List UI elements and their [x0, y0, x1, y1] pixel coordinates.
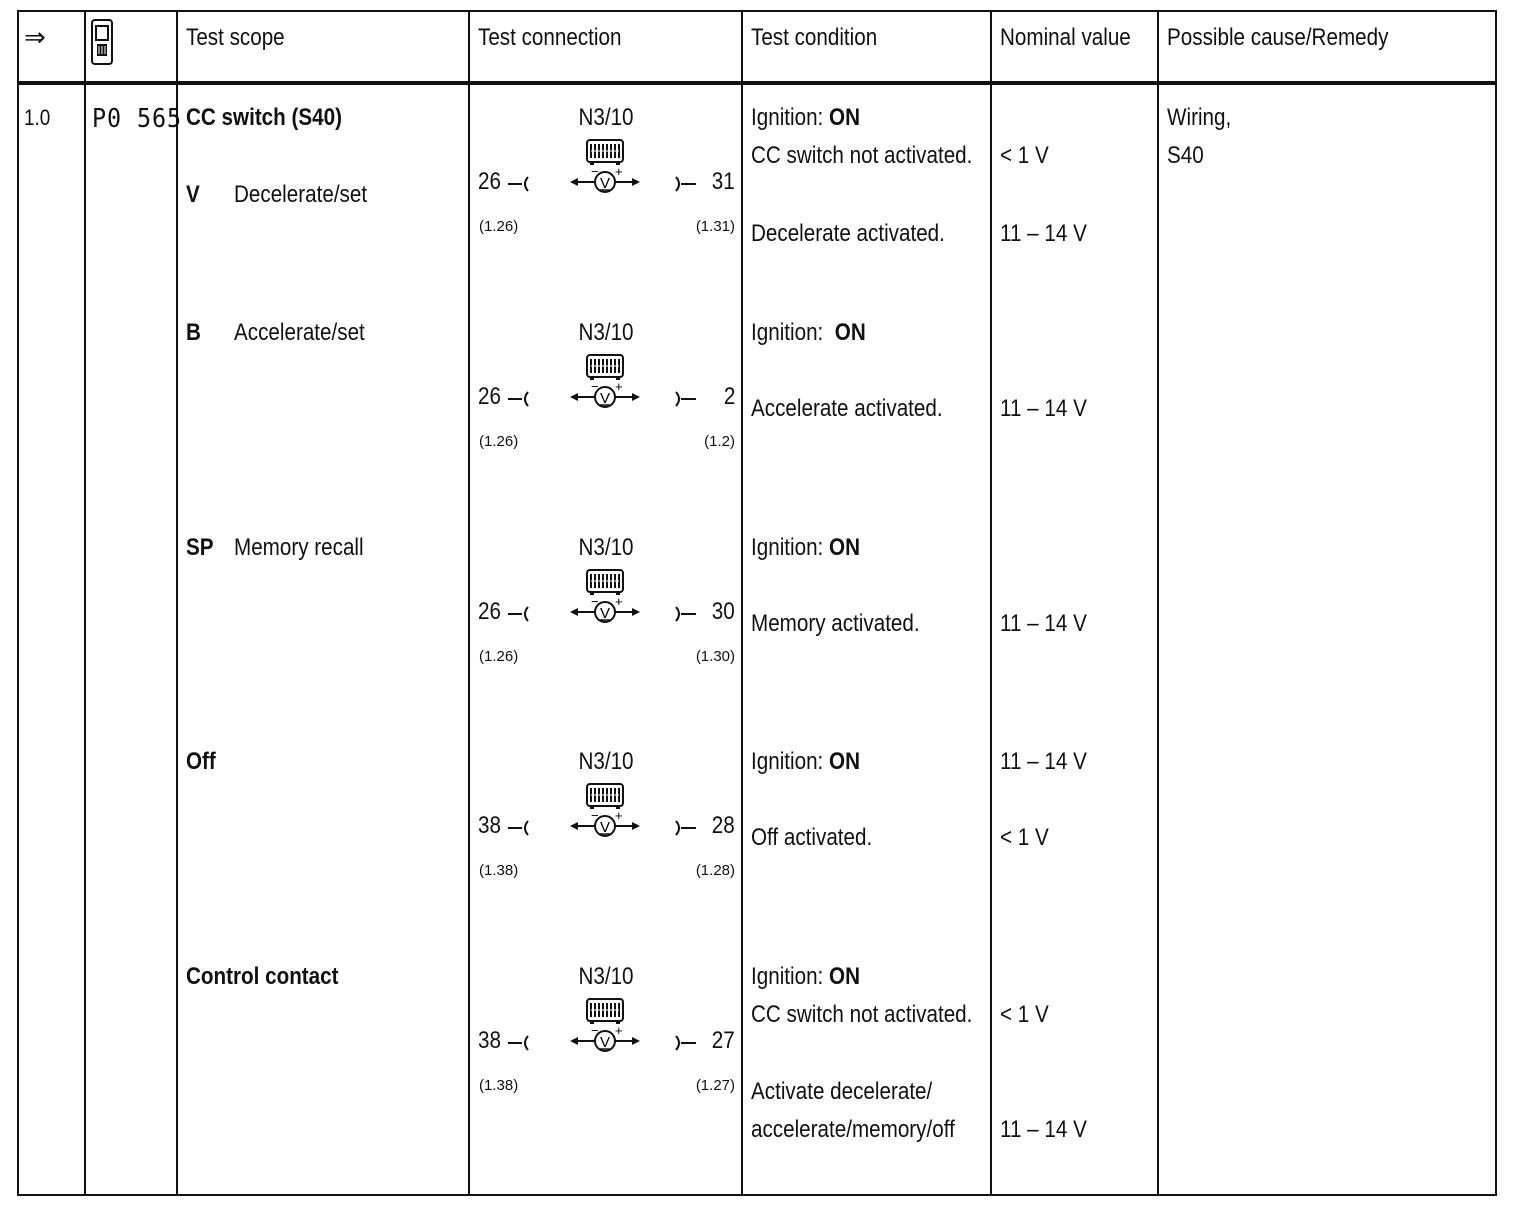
condition-ignition: Ignition: ON	[751, 104, 860, 131]
test-connection	[470, 319, 740, 459]
header-rule	[17, 81, 1497, 85]
svg-text:−: −	[591, 808, 599, 823]
pin-left-sub: (1.26)	[479, 433, 519, 450]
nominal-value: < 1 V	[1000, 824, 1049, 851]
header-nominal-value: Nominal value	[1000, 24, 1131, 51]
component-label: N3/10	[578, 319, 634, 346]
probe-left-icon	[508, 607, 528, 621]
condition-ignition: Ignition: ON	[751, 748, 860, 775]
svg-text:−: −	[591, 594, 599, 609]
svg-text:V: V	[599, 175, 611, 192]
svg-text:−: −	[591, 1023, 599, 1038]
test-abbr: B	[186, 319, 201, 346]
svg-text:+: +	[615, 164, 623, 179]
svg-text:V: V	[599, 1034, 611, 1051]
nominal-value: < 1 V	[1000, 142, 1049, 169]
component-label: N3/10	[578, 104, 634, 131]
condition-line: Memory activated.	[751, 610, 920, 637]
voltmeter-icon	[570, 594, 640, 622]
svg-text:V: V	[599, 819, 611, 836]
svg-text:V: V	[599, 390, 611, 407]
svg-text:+: +	[615, 1023, 623, 1038]
pin-left: 38	[478, 1027, 501, 1054]
voltmeter-icon	[570, 379, 640, 407]
test-connection	[470, 963, 740, 1103]
fault-code: P0 565	[92, 104, 182, 134]
pin-left-sub: (1.38)	[479, 862, 519, 879]
probe-right-icon	[676, 821, 696, 835]
nominal-value: 11 – 14 V	[1000, 1116, 1087, 1143]
probe-right-icon	[676, 392, 696, 406]
cause-line-1: Wiring,	[1167, 104, 1232, 131]
header-possible-cause: Possible cause/Remedy	[1167, 24, 1389, 51]
step-number: 1.0	[24, 105, 51, 130]
component-label: N3/10	[578, 534, 634, 561]
component-label: N3/10	[578, 963, 634, 990]
pin-right-sub: (1.28)	[695, 862, 735, 879]
svg-text:−: −	[591, 379, 599, 394]
test-name: Control contact	[186, 963, 339, 990]
pin-left-sub: (1.26)	[479, 648, 519, 665]
pin-right: 30	[712, 598, 735, 625]
test-abbr: SP	[186, 534, 214, 561]
pin-right: 2	[723, 383, 735, 410]
connector-icon	[587, 784, 623, 808]
pin-left: 26	[478, 168, 501, 195]
pin-right-sub: (1.31)	[695, 218, 735, 235]
svg-text:V: V	[599, 605, 611, 622]
probe-left-icon	[508, 821, 528, 835]
pin-right-sub: (1.30)	[695, 648, 735, 665]
condition-line: CC switch not activated.	[751, 142, 973, 169]
condition-ignition: Ignition: ON	[751, 534, 860, 561]
test-name: Decelerate/set	[234, 181, 368, 208]
test-connection	[470, 104, 740, 244]
tester-device-icon	[90, 18, 114, 71]
probe-left-icon	[508, 392, 528, 406]
probe-left-icon	[508, 1036, 528, 1050]
svg-text:−: −	[591, 164, 599, 179]
pin-left-sub: (1.38)	[479, 1077, 519, 1094]
connector-icon	[587, 570, 623, 594]
test-name: Memory recall	[234, 534, 364, 561]
column-divider	[741, 10, 743, 1196]
connector-icon	[587, 355, 623, 379]
column-divider	[990, 10, 992, 1196]
condition-ignition: Ignition: ON	[751, 319, 866, 346]
nominal-value: 11 – 14 V	[1000, 748, 1087, 775]
svg-text:+: +	[615, 379, 623, 394]
probe-right-icon	[676, 177, 696, 191]
column-divider	[1157, 10, 1159, 1196]
test-name: Off	[186, 748, 216, 775]
component-label: N3/10	[578, 748, 634, 775]
condition-line: Off activated.	[751, 824, 873, 851]
svg-text:+: +	[615, 808, 623, 823]
nominal-value: 11 – 14 V	[1000, 220, 1087, 247]
header-test-connection: Test connection	[478, 24, 622, 51]
pin-right: 27	[712, 1027, 735, 1054]
connector-icon	[587, 140, 623, 164]
probe-right-icon	[676, 1036, 696, 1050]
probe-right-icon	[676, 607, 696, 621]
header-test-condition: Test condition	[751, 24, 878, 51]
nominal-value: 11 – 14 V	[1000, 610, 1087, 637]
test-connection	[470, 534, 740, 674]
test-name: Accelerate/set	[234, 319, 365, 346]
condition-ignition: Ignition: ON	[751, 963, 860, 990]
condition-line: accelerate/memory/off	[751, 1116, 955, 1143]
pin-left: 26	[478, 383, 501, 410]
condition-line: Decelerate activated.	[751, 220, 945, 247]
column-divider	[176, 10, 178, 1196]
probe-left-icon	[508, 177, 528, 191]
nominal-value: 11 – 14 V	[1000, 395, 1087, 422]
voltmeter-icon	[570, 1023, 640, 1051]
pin-right: 31	[712, 168, 735, 195]
column-divider	[84, 10, 86, 1196]
pin-left: 26	[478, 598, 501, 625]
test-abbr: V	[186, 181, 200, 208]
scope-title: CC switch (S40)	[186, 104, 342, 131]
test-connection	[470, 748, 740, 888]
pin-left-sub: (1.26)	[479, 218, 519, 235]
connector-icon	[587, 999, 623, 1023]
pin-right: 28	[712, 812, 735, 839]
header-test-scope: Test scope	[186, 24, 285, 51]
voltmeter-icon	[570, 164, 640, 192]
condition-line: Activate decelerate/	[751, 1078, 933, 1105]
condition-line: Accelerate activated.	[751, 395, 943, 422]
svg-text:+: +	[615, 594, 623, 609]
voltmeter-icon	[570, 808, 640, 836]
condition-line: CC switch not activated.	[751, 1001, 973, 1028]
pin-left: 38	[478, 812, 501, 839]
cause-line-2: S40	[1167, 142, 1204, 169]
nominal-value: < 1 V	[1000, 1001, 1049, 1028]
pin-right-sub: (1.27)	[695, 1077, 735, 1094]
arrow-icon: ⇒	[24, 22, 46, 52]
pin-right-sub: (1.2)	[704, 433, 735, 450]
